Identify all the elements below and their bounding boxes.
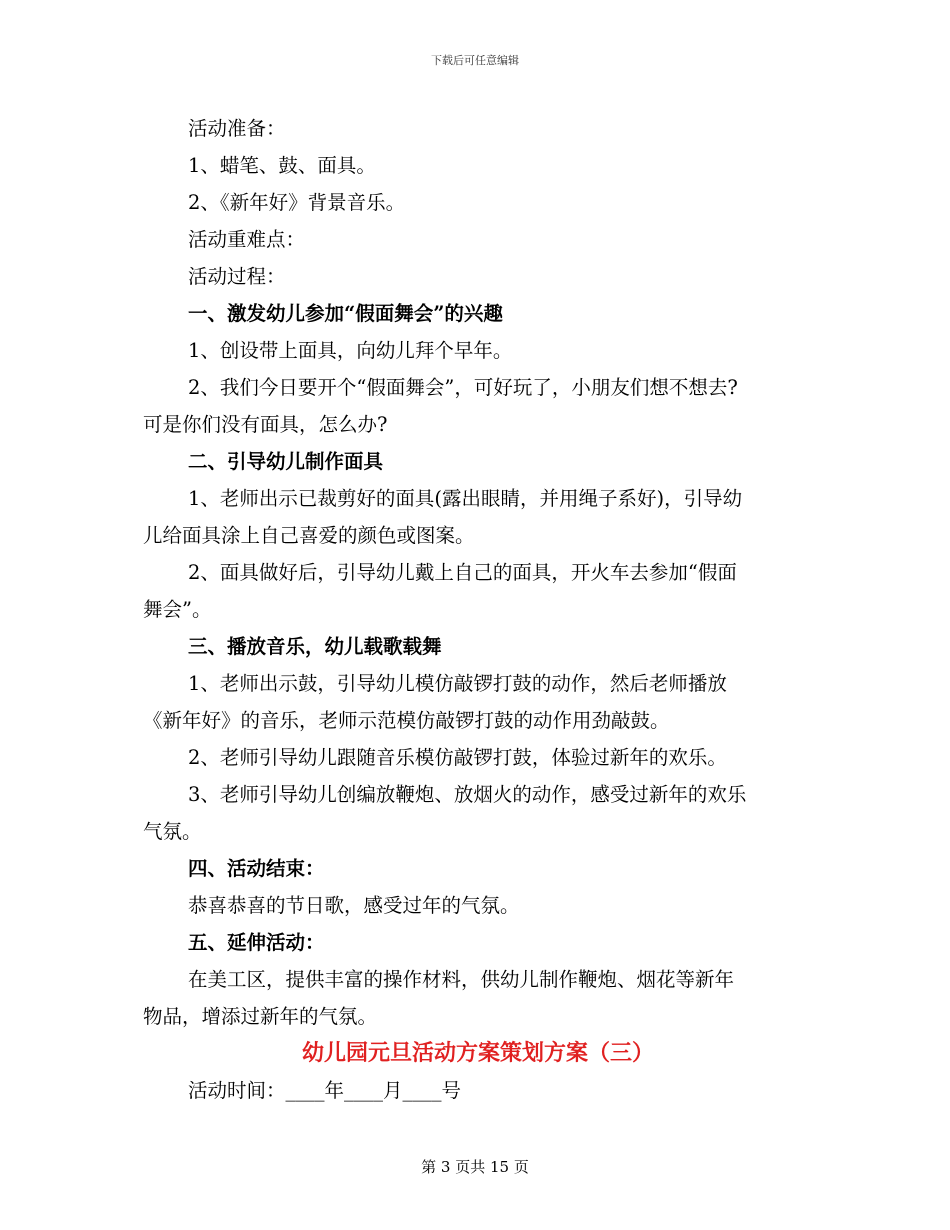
document-body [143,110,813,1109]
section-2-heading: 二、引导幼儿制作面具 [188,450,384,473]
activity-time: 活动时间：____年____月____号 [188,1079,462,1102]
section-3-heading: 三、播放音乐，幼儿载歌载舞 [188,635,442,658]
section-3-item-3-cont: 气氛。 [143,820,202,843]
section-3-item-1-cont: 《新年好》的音乐，老师示范模仿敲锣打鼓的动作用劲敲鼓。 [143,709,670,732]
section-2-item-2-cont: 舞会”。 [143,598,212,621]
section-2-item-1: 1、老师出示已裁剪好的面具(露出眼睛，并用绳子系好)，引导幼 [188,487,743,510]
document-title: 幼儿园元旦活动方案策划方案（三） [301,1040,654,1066]
page-header: 下载后可任意编辑 [431,54,519,67]
section-2-item-1-cont: 儿给面具涂上自己喜爱的颜色或图案。 [143,524,475,547]
section-3-item-3: 3、老师引导幼儿创编放鞭炮、放烟火的动作，感受过新年的欢乐 [188,783,747,806]
section-5-text-cont: 物品，增添过新年的气氛。 [143,1005,378,1028]
prep-item-1: 1、蜡笔、鼓、面具。 [188,154,376,177]
key-points-heading: 活动重难点： [188,228,306,251]
section-3-item-2: 2、老师引导幼儿跟随音乐模仿敲锣打鼓，体验过新年的欢乐。 [188,746,727,769]
process-heading: 活动过程： [188,265,286,288]
section-1-item-2-cont: 可是你们没有面具，怎么办? [143,413,388,436]
prep-heading: 活动准备： [188,117,286,140]
section-5-text: 在美工区，提供丰富的操作材料，供幼儿制作鞭炮、烟花等新年 [188,968,735,991]
section-2-item-2: 2、面具做好后，引导幼儿戴上自己的面具，开火车去参加“假面 [188,561,737,584]
prep-item-2: 2、《新年好》背景音乐。 [188,191,406,214]
page-footer: 第 3 页共 15 页 [421,1158,529,1176]
section-1-heading: 一、激发幼儿参加“假面舞会”的兴趣 [188,302,503,325]
section-3-item-1: 1、老师出示鼓，引导幼儿模仿敲锣打鼓的动作，然后老师播放 [188,672,727,695]
section-1-item-2: 2、我们今日要开个“假面舞会”，可好玩了，小朋友们想不想去? [188,376,738,399]
section-4-heading: 四、活动结束： [188,857,325,880]
section-4-text: 恭喜恭喜的节日歌，感受过年的气氛。 [188,894,520,917]
section-5-heading: 五、延伸活动： [188,931,325,954]
section-1-item-1: 1、创设带上面具，向幼儿拜个早年。 [188,339,513,362]
